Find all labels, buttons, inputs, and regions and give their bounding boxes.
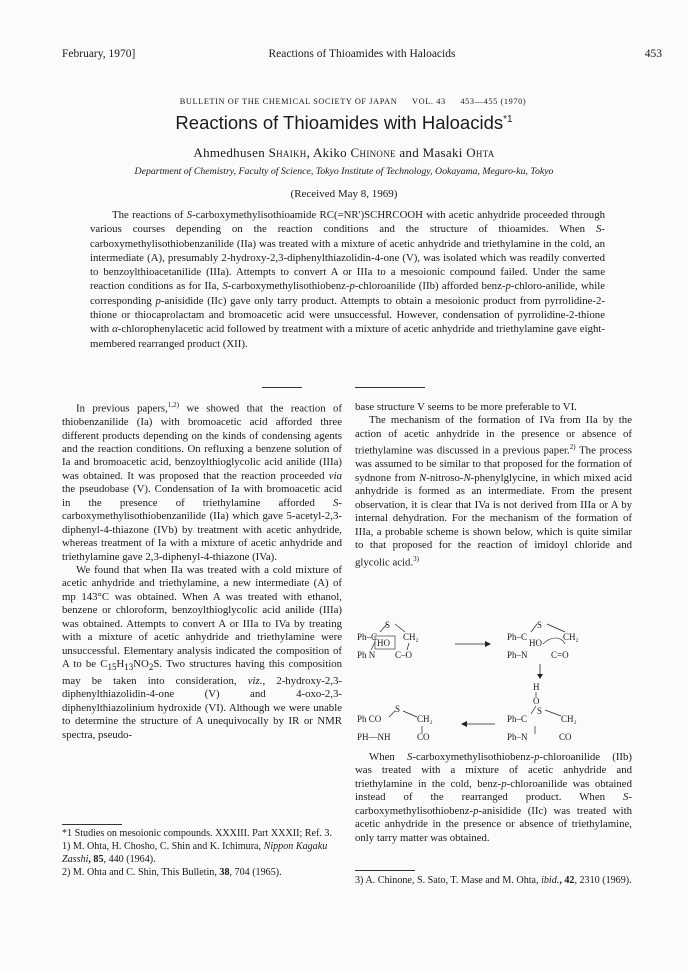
paragraph: The mechanism of the formation of IVa from IIa by the action of acetic anhydride in the presence or absence of triethylamine was discussed in a previous paper.$^{2)}$ The process was assumed to be similar to that proposed for the formation of sydnone from N-nitroso-N-phenylglycine, in which mixed acid anhydride is formed as an intermediate. From the present observation, it is clear that IVa is not derived from IIIa or A by internal dehydration. For the mechanism of the formation of IIIa, a probable scheme is shown below, which is quite similar to that proposed for the reaction of imidoyl chloride and glycolic acid.$^{3)}$: [355, 414, 632, 569]
svg-text:H: H: [533, 682, 540, 692]
svg-text:CH₂: CH₂: [563, 632, 579, 642]
svg-text:CH₂: CH₂: [561, 714, 577, 724]
svg-text:Ph–C: Ph–C: [507, 714, 528, 724]
header-date: February, 1970]: [62, 48, 136, 60]
svg-text:C–O: C–O: [395, 650, 413, 660]
svg-text:HO: HO: [529, 638, 542, 648]
svg-text:S: S: [395, 704, 401, 714]
scheme-structure-bottom-left: [357, 704, 433, 742]
paragraph: base structure V seems to be more preferable to VI.: [355, 401, 577, 413]
author-given-name: Ahmedhusen: [193, 145, 269, 160]
scheme-structure-top-left: [357, 620, 419, 660]
author-separator: and: [395, 145, 423, 160]
author-family-name: Ohta: [466, 145, 495, 160]
svg-text:S: S: [385, 620, 391, 630]
section-divider: [262, 387, 302, 388]
svg-text:O: O: [533, 696, 540, 706]
svg-text:Ph CO: Ph CO: [357, 714, 382, 724]
affiliation: Department of Chemistry, Faculty of Science, Tokyo Institute of Technology, Ookayama, Meguro-ku, Tokyo: [134, 166, 554, 177]
reaction-arrow: [537, 664, 543, 679]
reaction-scheme: [355, 614, 632, 748]
footnote: 3) A. Chinone, S. Sato, T. Mase and M. Ohta, ibid., 42, 2310 (1969).: [355, 875, 632, 886]
running-header: [62, 48, 662, 64]
footnotes-right: [355, 874, 632, 887]
abstract: The reactions of S-carboxymethylisothioamide RC(=NR')SCHRCOOH with acetic anhydride proceeded through various courses depending on the reaction conditions and the structure of thioamides. When S-carboxymethylisothiobenzanilide (IIa) was treated with a mixture of acetic anhydride and triethylamine in the cold, an intermediate (A), presumably 2-hydroxy-2,3-diphenylthiazolidin-4-one (V), was isolated which was readily converted to benzoylthioacetanilide (IIIa). Attempts to convert A or IIIa to a mesoionic compound failed. Under the same reaction conditions as for IIa, S-carboxymethylisothiobenz-p-chloroanilide (IIb) afforded benz-p-chloro-anilide, while corresponding p-anisidide (IIc) gave only tarry product. Attempts to obtain a mesoionic product from pyrrolidine-2-thione or thiocaprolactam and bromoacetic acid were unsuccessful. However, condensation of pyrrolidine-2-thione with α-chlorophenylacetic acid followed by treatment with a mixture of acetic anhydride and triethylamine gave eight-membered rearranged product (XII).: [90, 209, 606, 350]
svg-text:Ph–C: Ph–C: [357, 632, 378, 642]
footnote: *1 Studies on mesoionic compounds. XXXIII. Part XXXII; Ref. 3.: [62, 828, 332, 839]
svg-text:HO: HO: [377, 638, 390, 648]
author-list: [20, 145, 668, 161]
scheme-structure-middle: [507, 682, 577, 742]
svg-text:CO: CO: [417, 732, 430, 742]
journal-pages: 453—455 (1970): [460, 97, 527, 106]
scheme-structure-top-right: [507, 620, 579, 660]
svg-text:C=O: C=O: [551, 650, 569, 660]
svg-text:CH₂: CH₂: [403, 632, 419, 642]
journal-name: BULLETIN OF THE CHEMICAL SOCIETY OF JAPAN: [179, 97, 398, 106]
author-family-name: Chinone: [350, 145, 396, 160]
svg-text:Ph N: Ph N: [357, 650, 376, 660]
author-family-name: Shaikh: [268, 145, 307, 160]
svg-text:Ph–N: Ph–N: [507, 650, 528, 660]
svg-text:S: S: [537, 620, 543, 630]
journal-volume: VOL. 43: [412, 97, 446, 106]
svg-text:CH₂: CH₂: [417, 714, 433, 724]
body-column-left: [62, 399, 342, 742]
paragraph: We found that when IIa was treated with a cold mixture of acetic anhydride and triethylamine, a new intermediate (A) of mp 143°C was obtained. When A was treated with ethanol, benzene or chloroform, benzoylthioglycolic acid anilide (IIIa) was obtained. Attempts to convert A or IIIa to IVa by treating with a mixture of acetic anhydride and triethylamine were unsuccessful. Elementary analysis indicated the composition of A to be $C_{15}H_{13}NO_2S$. Two structures having this composition may be taken into consideration, viz., 2-hydroxy-2,3-diphenylthiazolidin-4-one (V) and 4-oxo-2,3-diphenylthiazolinium hydroxide (VI). Although we were unable to determine the structure of A unequivocally by IR or NMR spectra, pseudo-: [62, 564, 342, 741]
svg-text:CO: CO: [559, 732, 572, 742]
reaction-arrow: [455, 641, 491, 647]
paragraph: In previous papers,$^{1,2)}$ we showed that the reaction of thiobenzanilide (Ia) with bromoacetic acid afforded three different products depending on the kinds of condensing agents and the reaction conditions. On refluxing a benzene solution of Ia and bromoacetic acid, benzoylthioglycolic acid anilide (IIIa) was obtained. It was proposed that the reaction proceeded via the pseudobase (V). Condensation of Ia with bromoacetic acid in the presence of triethylamine afforded S-carboxymethylisothiobenzanilide (IIa) which gave 5-acetyl-2,3-diphenyl-4-thiazone (IVb) by treatment with acetic anhydride, whereas treatment of Ia with a mixture of acetic anhydride and triethylamine gave 2,3-diphenyl-4-thiazone (IVa).: [62, 401, 342, 563]
reaction-arrow: [461, 721, 495, 727]
footnote-divider: [62, 824, 122, 825]
paragraph: When S-carboxymethylisothiobenz-p-chloroanilide (IIb) was treated with a mixture of acetic anhydride and triethylamine in the cold, benz-p-chloroanilide was obtained instead of the rearranged product. When S-carboxymethylisothiobenz-p-anisidide (IIc) was treated with acetic anhydride in the presence or absence of triethylamine, only tarry matter was obtained.: [355, 751, 632, 844]
svg-text:Ph–N: Ph–N: [507, 732, 528, 742]
footnote: 2) M. Ohta and C. Shin, This Bulletin, 38, 704 (1965).: [62, 867, 282, 878]
svg-text:PH—NH: PH—NH: [357, 732, 391, 742]
svg-text:S: S: [537, 706, 543, 716]
section-divider: [355, 387, 425, 388]
title-footnote-mark: *1: [503, 113, 513, 125]
footnote-divider: [355, 870, 415, 871]
journal-line: [58, 97, 648, 106]
title-text: Reactions of Thioamides with Haloacids: [175, 112, 504, 133]
received-date: (Received May 8, 1969): [290, 188, 398, 200]
body-column-right: [355, 401, 632, 570]
header-title: Reactions of Thioamides with Haloacids: [268, 48, 456, 60]
article-title: [20, 112, 668, 134]
author-given-name: Akiko: [312, 145, 351, 160]
author-separator: ,: [306, 145, 313, 160]
footnote: 1) M. Ohta, H. Chosho, C. Shin and K. Ichimura, Nippon Kagaku Zasshi, 85, 440 (1964).: [62, 841, 328, 865]
svg-text:Ph–C: Ph–C: [507, 632, 528, 642]
author-given-name: Masaki: [422, 145, 467, 160]
footnotes-left: [62, 827, 342, 879]
page-number: 453: [644, 48, 662, 60]
body-column-right-lower: [355, 751, 632, 845]
